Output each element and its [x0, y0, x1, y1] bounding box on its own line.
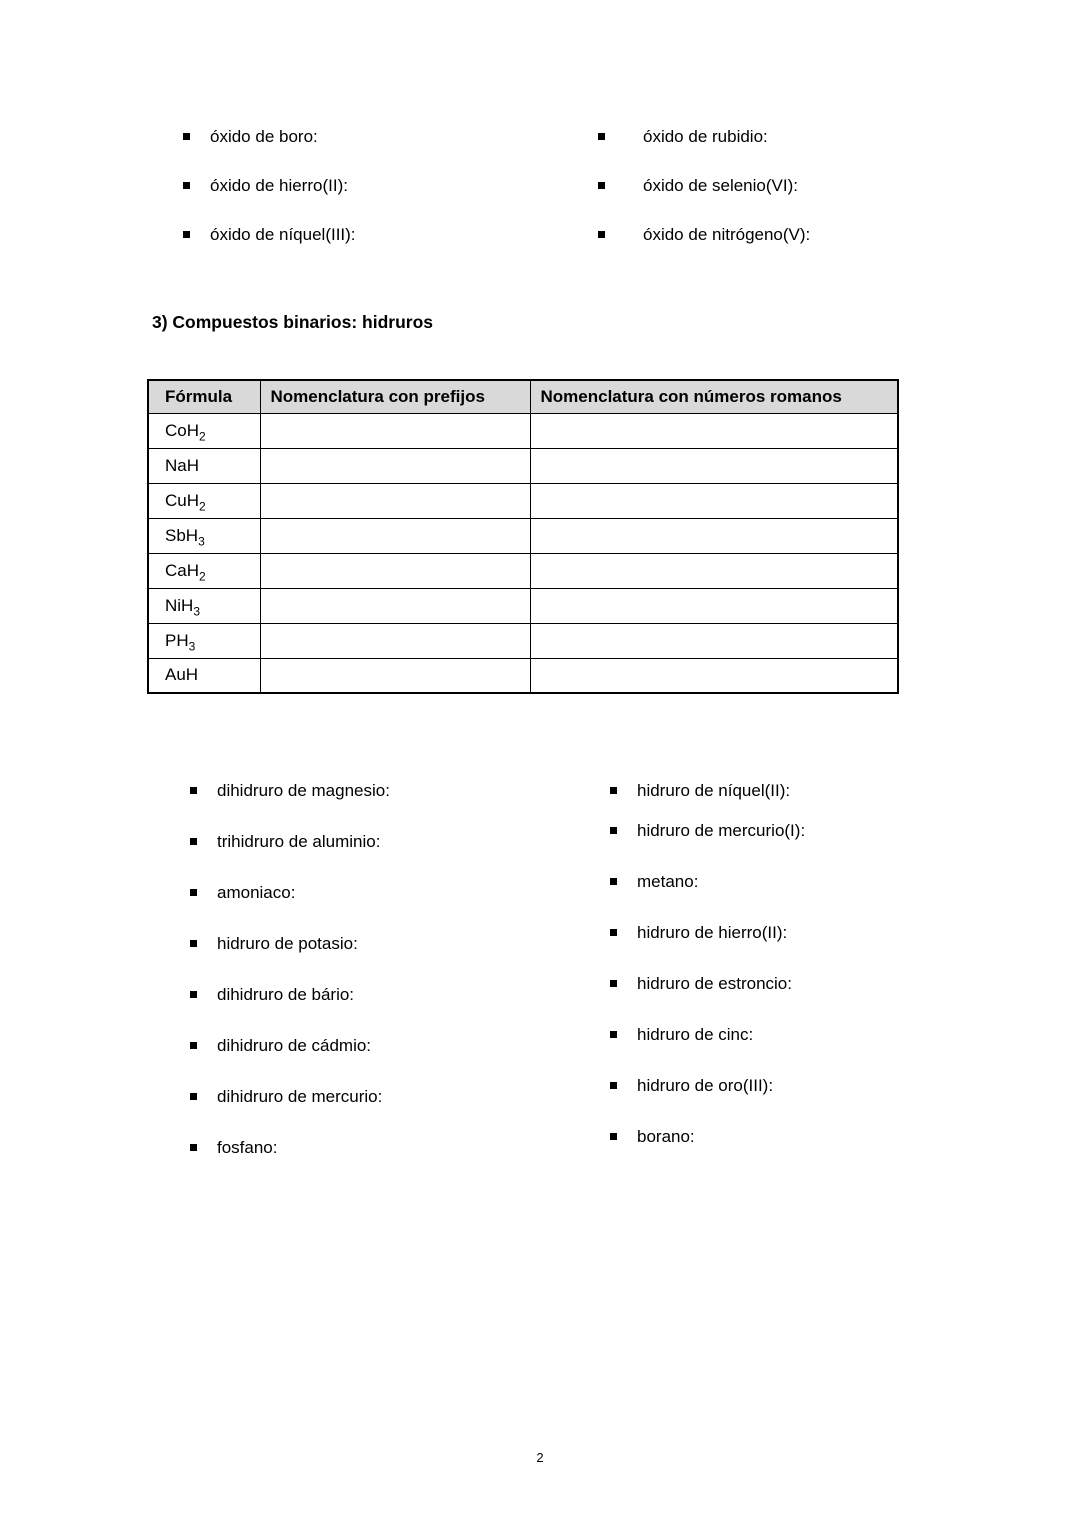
list-item-label: dihidruro de cádmio: [217, 1036, 372, 1055]
formula-text: AuH [165, 665, 199, 685]
hydride-table [147, 379, 899, 694]
prefijos-answer-cell [260, 658, 530, 693]
list-item-label: trihidruro de aluminio: [217, 832, 381, 851]
list-item-label: hidruro de oro(III): [637, 1076, 774, 1095]
list-item-label: hidruro de cinc: [637, 1025, 754, 1044]
list-item-label: borano: [637, 1127, 695, 1146]
list-item-label: óxido de rubidio: [643, 127, 768, 146]
formula-text: CoH [165, 420, 200, 440]
list-item-label: hidruro de níquel(II): [637, 781, 791, 800]
list-item-label: hidruro de estroncio: [637, 974, 792, 993]
bullet-square-icon [610, 1133, 617, 1140]
table-row [148, 413, 898, 448]
romanos-answer-cell [530, 413, 898, 448]
bullet-square-icon [598, 133, 605, 140]
bullet-square-icon [190, 1144, 197, 1151]
formula-text: PH [165, 630, 189, 650]
formula-cell [148, 413, 260, 448]
table-row [148, 448, 898, 483]
list-item [190, 933, 567, 954]
romanos-answer-cell [530, 588, 898, 623]
formula-text: CuH [165, 490, 200, 510]
list-item-label: hidruro de potasio: [217, 934, 358, 953]
list-item [190, 1137, 567, 1158]
list-item [610, 780, 805, 801]
list-item [598, 126, 810, 147]
prefijos-answer-cell [260, 623, 530, 658]
prefijos-answer-cell [260, 518, 530, 553]
formula-text: SbH [165, 525, 199, 545]
bullet-square-icon [610, 827, 617, 834]
list-item-label: óxido de selenio(VI): [643, 176, 798, 195]
list-item [610, 973, 805, 994]
list-item [610, 1024, 805, 1045]
bullet-square-icon [190, 1093, 197, 1100]
list-item [190, 831, 567, 852]
prefijos-answer-cell [260, 588, 530, 623]
bullet-square-icon [598, 182, 605, 189]
table-row [148, 553, 898, 588]
column-header-romanos: Nomenclatura con números romanos [530, 380, 898, 413]
bullet-square-icon [190, 838, 197, 845]
list-item-label: dihidruro de mercurio: [217, 1087, 383, 1106]
bullet-square-icon [190, 889, 197, 896]
list-item [183, 126, 562, 147]
bullet-square-icon [610, 980, 617, 987]
list-item-label: óxido de nitrógeno(V): [643, 225, 811, 244]
list-item [183, 175, 562, 196]
romanos-answer-cell [530, 623, 898, 658]
bullet-square-icon [183, 231, 190, 238]
list-item [610, 922, 805, 943]
list-item-label: amoniaco: [217, 883, 296, 902]
column-header-formula: Fórmula [148, 380, 260, 413]
column-header-prefijos: Nomenclatura con prefijos [260, 380, 530, 413]
list-item [190, 1035, 567, 1056]
formula-subscript: 2 [199, 498, 206, 513]
formula-text: CaH [165, 560, 200, 580]
formula-cell [148, 483, 260, 518]
list-item [598, 175, 810, 196]
list-item-label: óxido de níquel(III): [210, 225, 356, 244]
bullet-square-icon [190, 991, 197, 998]
romanos-answer-cell [530, 448, 898, 483]
romanos-answer-cell [530, 658, 898, 693]
list-item [610, 820, 805, 841]
formula-cell [148, 553, 260, 588]
list-item [190, 882, 567, 903]
formula-subscript: 2 [199, 568, 206, 583]
list-item [610, 1075, 805, 1096]
list-item-label: hidruro de hierro(II): [637, 923, 788, 942]
formula-cell [148, 658, 260, 693]
oxides-right-column [598, 126, 810, 273]
romanos-answer-cell [530, 518, 898, 553]
bullet-square-icon [610, 878, 617, 885]
table-row [148, 588, 898, 623]
table-row [148, 623, 898, 658]
list-item [183, 224, 562, 245]
list-item-label: hidruro de mercurio(I): [637, 821, 806, 840]
list-item [190, 780, 567, 801]
bullet-square-icon [610, 1031, 617, 1038]
prefijos-answer-cell [260, 413, 530, 448]
list-item-label: dihidruro de bário: [217, 985, 355, 1004]
bullet-square-icon [190, 787, 197, 794]
formula-text: NaH [165, 455, 200, 475]
prefijos-answer-cell [260, 448, 530, 483]
formula-subscript: 2 [199, 428, 206, 443]
hydrides-list-section [147, 780, 1080, 1188]
section-heading: 3) Compuestos binarios: hidruros [152, 312, 433, 332]
bullet-square-icon [190, 1042, 197, 1049]
romanos-answer-cell [530, 553, 898, 588]
list-item [598, 224, 810, 245]
bullet-square-icon [610, 787, 617, 794]
list-item-label: fosfano: [217, 1138, 278, 1157]
oxides-left-column [183, 126, 562, 273]
list-item-label: óxido de boro: [210, 127, 318, 146]
list-item-label: dihidruro de magnesio: [217, 781, 390, 800]
bullet-square-icon [610, 929, 617, 936]
bullet-square-icon [598, 231, 605, 238]
table-row [148, 518, 898, 553]
oxides-list-section [147, 126, 1080, 273]
formula-subscript: 3 [193, 603, 201, 618]
formula-cell [148, 623, 260, 658]
prefijos-answer-cell [260, 483, 530, 518]
hydride-table-wrapper [147, 379, 1080, 694]
formula-subscript: 3 [198, 533, 205, 548]
prefijos-answer-cell [260, 553, 530, 588]
page-number: 2 [536, 1450, 544, 1465]
list-item-label: óxido de hierro(II): [210, 176, 348, 195]
hydrides-right-column [610, 780, 805, 1188]
formula-cell [148, 448, 260, 483]
formula-cell [148, 518, 260, 553]
list-item [610, 871, 805, 892]
bullet-square-icon [190, 940, 197, 947]
list-item [190, 984, 567, 1005]
romanos-answer-cell [530, 483, 898, 518]
list-item-label: metano: [637, 872, 699, 891]
list-item [190, 1086, 567, 1107]
hydrides-left-column [190, 780, 567, 1188]
bullet-square-icon [183, 182, 190, 189]
bullet-square-icon [610, 1082, 617, 1089]
table-row [148, 658, 898, 693]
list-item [610, 1126, 805, 1147]
table-header-row [148, 380, 898, 413]
formula-cell [148, 588, 260, 623]
formula-text: NiH [165, 595, 194, 615]
table-row [148, 483, 898, 518]
bullet-square-icon [183, 133, 190, 140]
formula-subscript: 3 [188, 638, 196, 653]
